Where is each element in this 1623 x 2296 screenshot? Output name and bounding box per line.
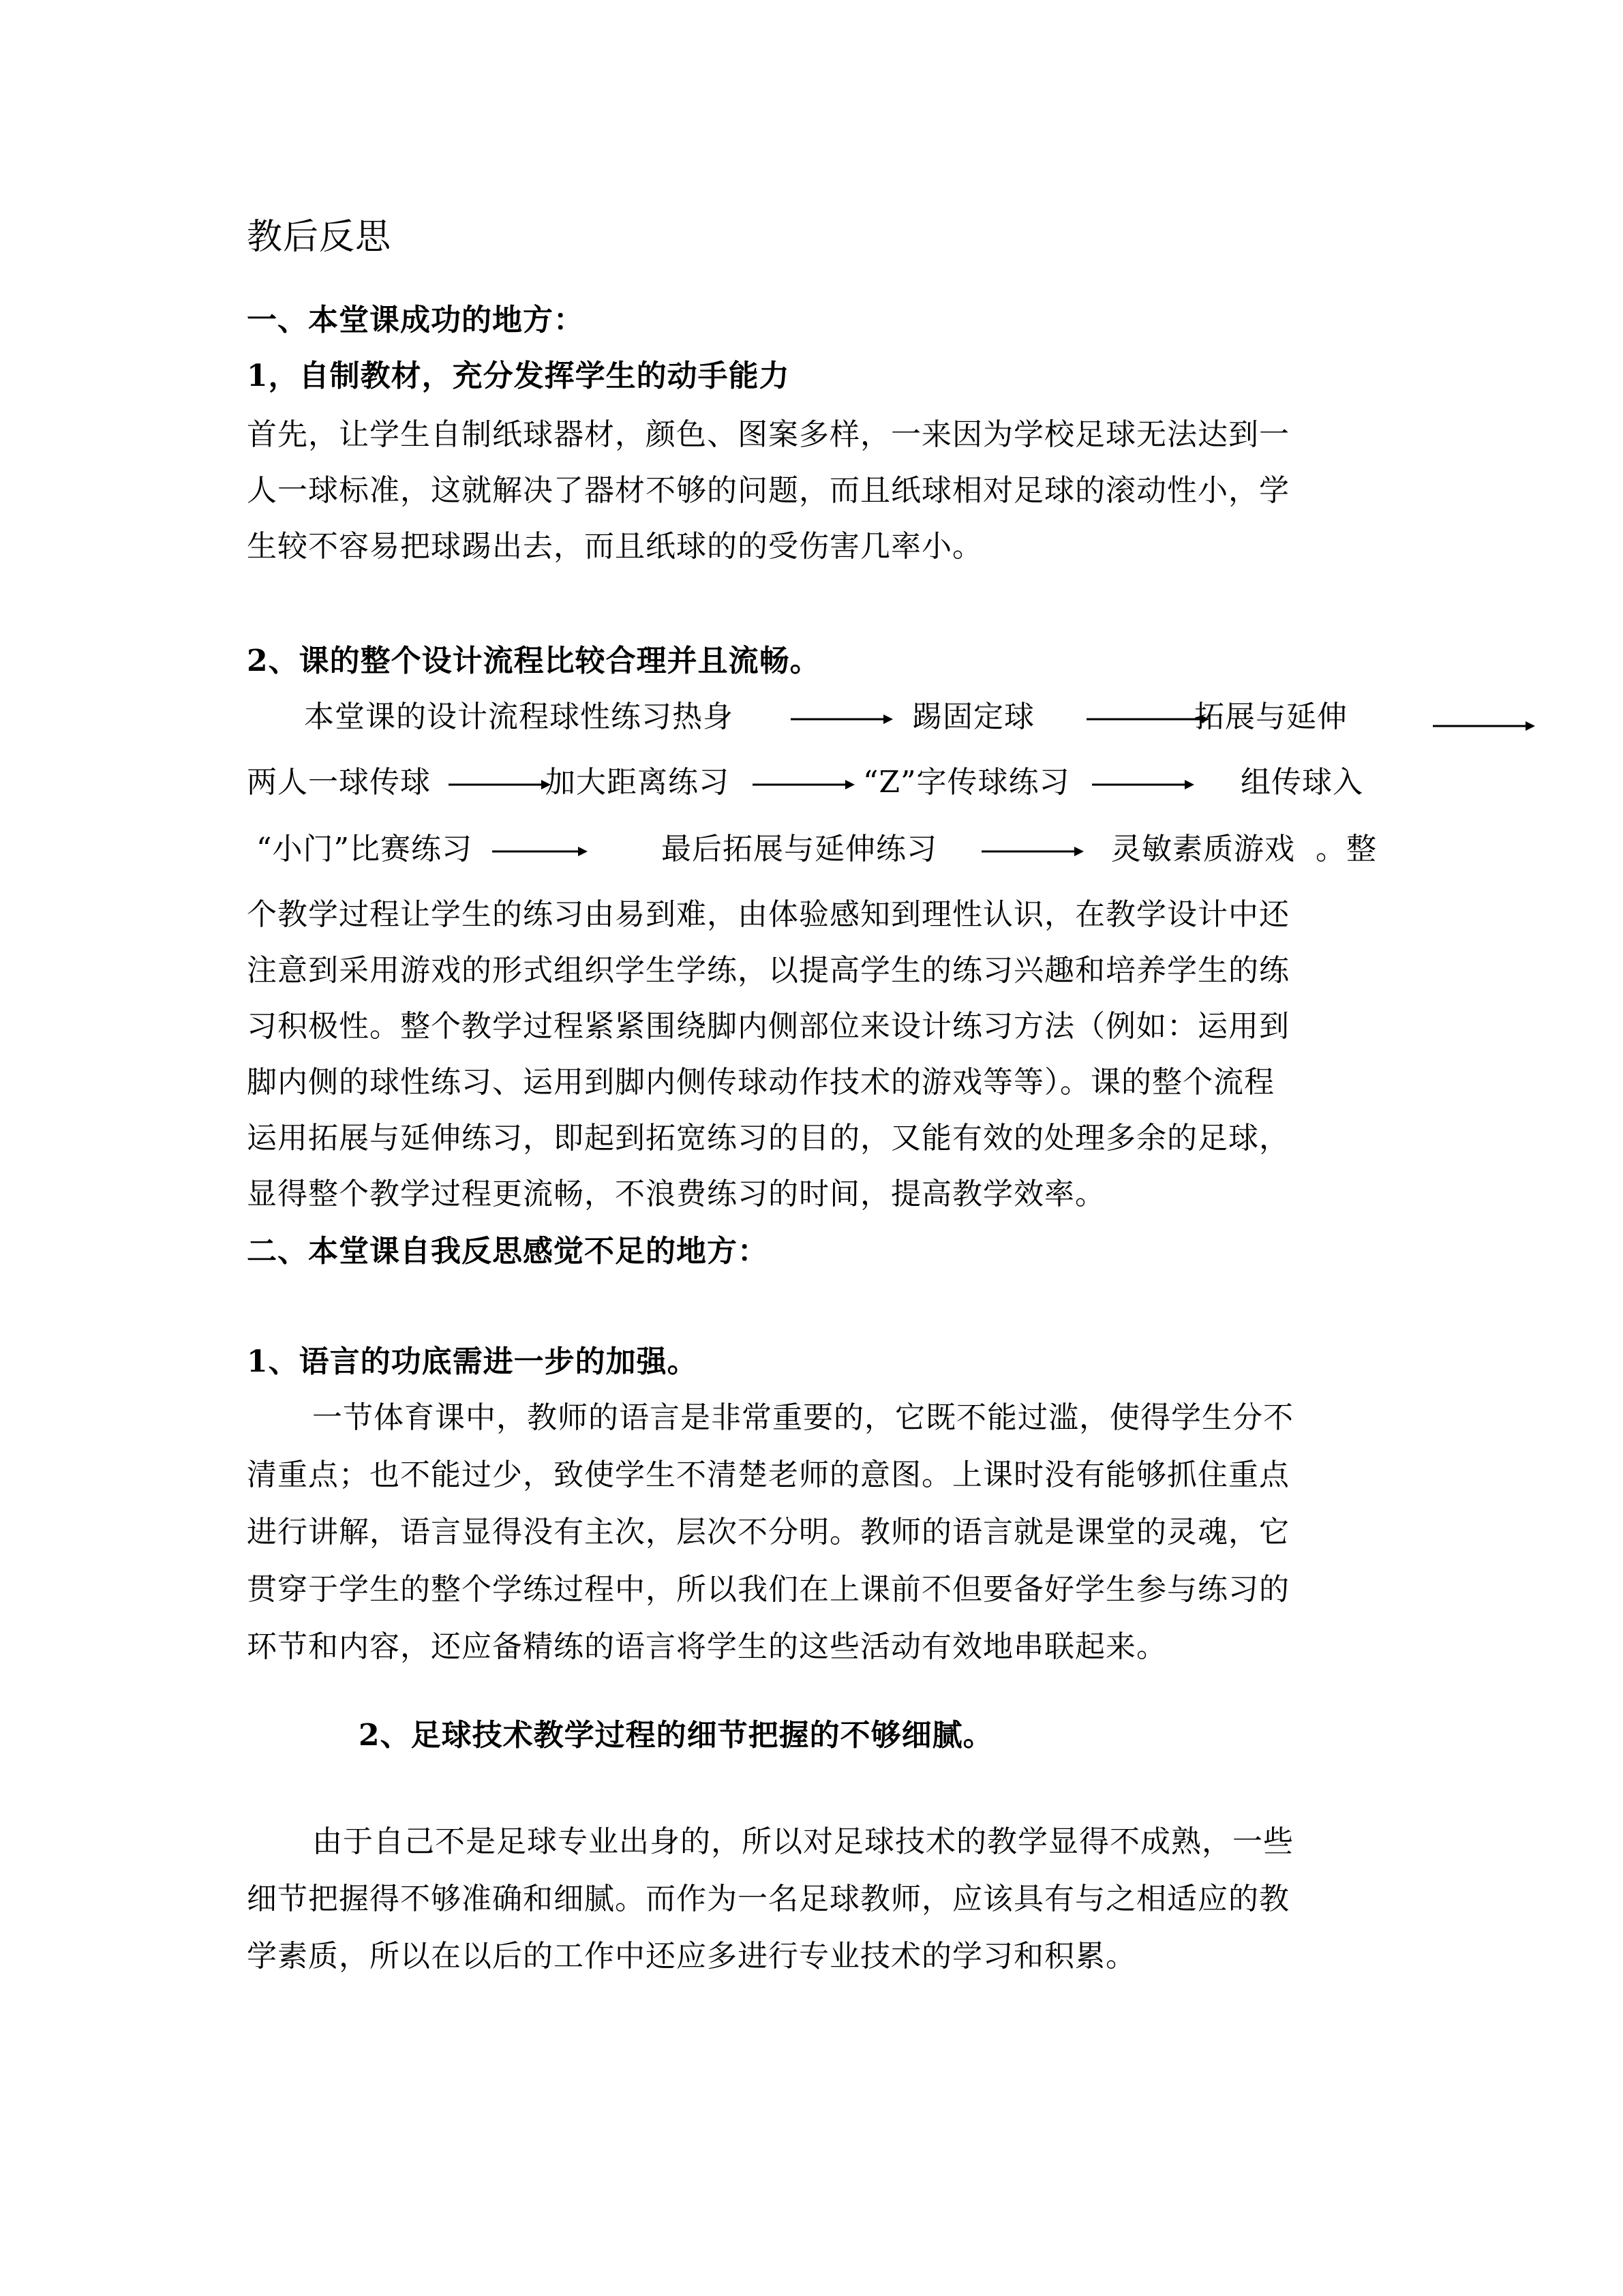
paragraph-line: 显得整个教学过程更流畅，不浪费练习的时间，提高教学效率。 [247,1177,1106,1211]
paragraph-line: 个教学过程让学生的练习由易到难，由体验感知到理性认识，在教学设计中还 [247,897,1290,932]
paragraph-line: 清重点；也不能过少，致使学生不清楚老师的意图。上课时没有能够抓住重点 [247,1457,1290,1492]
section2-point1-heading: 1、语言的功底需进一步的加强。 [247,1344,698,1379]
flow-arrow [791,709,893,729]
flow-step: 灵敏素质游戏 [1111,832,1295,866]
flow-arrow [1092,774,1194,795]
section1-point1-heading: 1，自制教材，充分发挥学生的动手能力 [247,359,790,393]
flow-step: “小门”比赛练习 [256,832,472,866]
flow-intro: 本堂课的设计流程球性练习热身 [304,699,733,734]
paragraph-line: 学素质，所以在以后的工作中还应多进行专业技术的学习和积累。 [247,1939,1136,1974]
flow-step: “Z”字传球练习 [863,765,1070,800]
paragraph-line: 细节把握得不够准确和细腻。而作为一名足球教师，应该具有与之相适应的教 [247,1882,1290,1916]
section2-point2-heading: 2、足球技术教学过程的细节把握的不够细腻。 [359,1718,994,1753]
paragraph-line: 一节体育课中，教师的语言是非常重要的，它既不能过滥，使得学生分不 [312,1400,1294,1435]
page-title: 教后反思 [247,217,392,258]
paragraph-line: 运用拓展与延伸练习，即起到拓宽练习的目的，又能有效的处理多余的足球， [247,1121,1290,1155]
flow-step: 踢固定球 [912,699,1035,734]
paragraph-line: 环节和内容，还应备精练的语言将学生的这些活动有效地串联起来。 [247,1629,1167,1664]
paragraph-line: 脚内侧的球性练习、运用到脚内侧传球动作技术的游戏等等）。课的整个流程 [247,1065,1275,1100]
flow-step: 最后拓展与延伸练习 [661,832,937,866]
flow-tail: 。整 [1316,832,1377,866]
paragraph-line: 生较不容易把球踢出去，而且纸球的的受伤害几率小。 [247,529,983,564]
flow-arrow [1087,709,1209,729]
paragraph-line: 首先，让学生自制纸球器材，颜色、图案多样，一来因为学校足球无法达到一 [247,417,1290,452]
flow-arrow [449,774,551,795]
paragraph-line: 由于自己不是足球专业出身的，所以对足球技术的教学显得不成熟，一些 [312,1824,1294,1859]
paragraph-line: 习积极性。整个教学过程紧紧围绕脚内侧部位来设计练习方法（例如：运用到 [247,1009,1290,1044]
flow-step: 拓展与延伸 [1194,699,1348,734]
flow-arrow [492,841,588,862]
paragraph-line: 人一球标准，这就解决了器材不够的问题，而且纸球相对足球的滚动性小，学 [247,473,1290,508]
section1-heading: 一、本堂课成功的地方： [247,303,584,337]
flow-step: 组传球入 [1241,765,1363,800]
flow-arrow [1433,716,1535,736]
paragraph-line: 注意到采用游戏的形式组织学生学练，以提高学生的练习兴趣和培养学生的练 [247,953,1290,988]
flow-step: 两人一球传球 [247,765,431,800]
flow-arrow [982,841,1084,862]
paragraph-line: 贯穿于学生的整个学练过程中，所以我们在上课前不但要备好学生参与练习的 [247,1572,1290,1607]
section2-heading: 二、本堂课自我反思感觉不足的地方： [247,1234,768,1269]
flow-arrow [753,774,855,795]
section1-point2-heading: 2、课的整个设计流程比较合理并且流畅。 [247,644,821,678]
paragraph-line: 进行讲解，语言显得没有主次，层次不分明。教师的语言就是课堂的灵魂，它 [247,1515,1290,1550]
flow-step: 加大距离练习 [545,765,729,800]
